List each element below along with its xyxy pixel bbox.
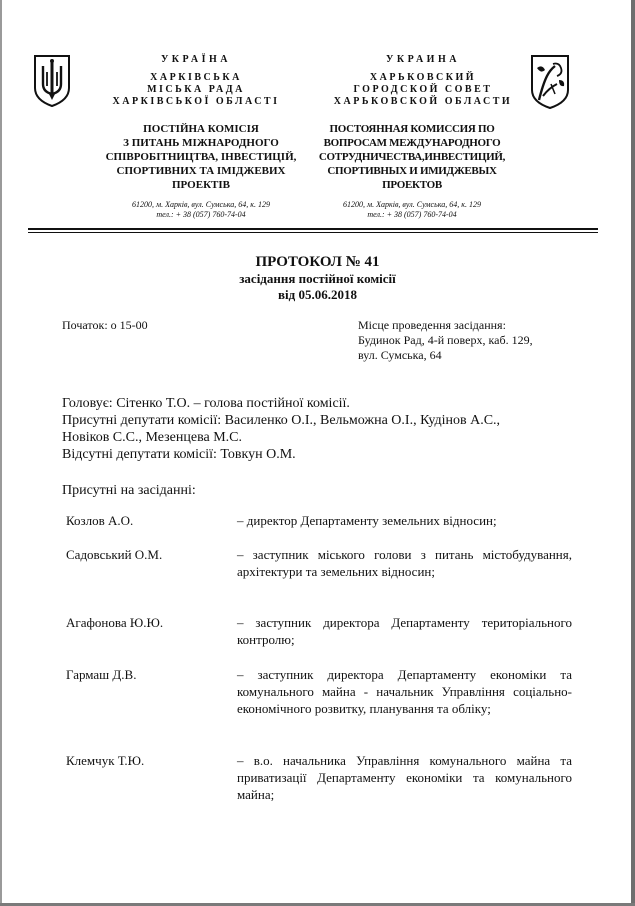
header-left-commission-line: СПІВРОБІТНИЦТВА, ІНВЕСТИЦІЙ, xyxy=(105,151,297,163)
attendee-role: – заступник директора Департаменту територіального контролю; xyxy=(237,615,572,647)
header-right-phone: тел.: + 38 (057) 760-74-04 xyxy=(367,210,457,219)
header-left-contacts xyxy=(96,200,306,220)
attendee-role: – заступник директора Департаменту економіки та комунального майна - начальник Управління соціально-економічного розвитку, планування та обліку; xyxy=(237,667,572,716)
header-left-council-line2: МІСЬКА РАДА xyxy=(147,84,245,95)
present-deputies-line1: Присутні депутати комісії: Василенко О.І., Вельможна О.І., Кудінов А.С., xyxy=(62,413,501,428)
header-left-council-line3: ХАРКІВСЬКОЇ ОБЛАСТІ xyxy=(112,96,280,107)
header-right-commission xyxy=(312,122,512,192)
header-right-council-line1: ХАРЬКОВСКИЙ xyxy=(369,72,477,83)
header-right-council-line3: ХАРЬКОВСКОЙ ОБЛАСТИ xyxy=(333,96,513,107)
attendee-role: – в.о. начальника Управління комунального майна та приватизації Департаменту економіки та комунального майна; xyxy=(237,753,572,802)
attendance-block xyxy=(62,395,577,463)
header-left-address: 61200, м. Харків, вул. Сумська, 64, к. 129 xyxy=(132,200,270,209)
protocol-number: ПРОТОКОЛ № 41 xyxy=(255,254,380,270)
meeting-place-line2: вул. Сумська, 64 xyxy=(358,348,442,362)
present-deputies-line2: Новіков С.С., Мезенцева М.С. xyxy=(62,430,243,445)
header-divider-thick xyxy=(28,228,598,230)
meeting-place-line1: Будинок Рад, 4-й поверх, каб. 129, xyxy=(358,333,533,347)
meeting-start-time: Початок: о 15-00 xyxy=(62,318,148,332)
header-right-commission-line: ПРОЕКТОВ xyxy=(382,179,442,191)
attendee-role: – заступник міського голови з питань містобудування, архітектури та земельних відносин; xyxy=(237,547,572,579)
attendee-name: Гармаш Д.В. xyxy=(66,667,137,682)
kharkiv-city-emblem-icon xyxy=(529,54,571,110)
header-right-country: УКРАИНА xyxy=(386,54,460,65)
header-left-council xyxy=(96,54,296,108)
header-left-commission-line: СПОРТИВНИХ ТА ІМІДЖЕВИХ xyxy=(116,165,286,177)
ukraine-trident-emblem-icon xyxy=(32,54,72,108)
protocol-title xyxy=(0,253,635,303)
header-divider-thin xyxy=(28,232,598,233)
header-right-council xyxy=(318,54,528,108)
meeting-place-label: Місце проведення засідання: xyxy=(358,318,506,332)
page-edge-left xyxy=(0,0,2,906)
protocol-date: від 05.06.2018 xyxy=(278,287,357,302)
chair-line: Головує: Сітенко Т.О. – голова постійної комісії. xyxy=(62,396,350,411)
absent-deputies-line: Відсутні депутати комісії: Товкун О.М. xyxy=(62,447,296,462)
header-right-council-line2: ГОРОДСКОЙ СОВЕТ xyxy=(353,84,493,95)
meeting-place xyxy=(358,318,588,363)
header-right-address: 61200, м. Харків, вул. Сумська, 64, к. 129 xyxy=(343,200,481,209)
header-right-commission-line: СПОРТИВНЫХ И ИМИДЖЕВЫХ xyxy=(327,165,497,177)
header-left-phone: тел.: + 38 (057) 760-74-04 xyxy=(156,210,246,219)
also-present-heading: Присутні на засіданні: xyxy=(62,483,196,498)
header-left-commission-line: З ПИТАНЬ МІЖНАРОДНОГО xyxy=(123,137,279,149)
header-left-council-line1: ХАРКІВСЬКА xyxy=(150,72,242,83)
header-right-commission-line: ВОПРОСАМ МЕЖДУНАРОДНОГО xyxy=(323,137,501,149)
header-left-commission xyxy=(96,122,306,192)
attendee-role: – директор Департаменту земельних відносин; xyxy=(237,513,497,528)
attendee-name: Агафонова Ю.Ю. xyxy=(66,615,164,630)
header-right-commission-line: ПОСТОЯННАЯ КОМИССИЯ ПО xyxy=(329,123,495,135)
header-right-contacts xyxy=(312,200,512,220)
protocol-subtitle: засідання постійної комісії xyxy=(239,271,396,286)
attendee-name: Садовський О.М. xyxy=(66,547,163,562)
header-right-commission-line: СОТРУДНИЧЕСТВА,ИНВЕСТИЦИЙ, xyxy=(318,151,506,163)
attendee-name: Клемчук Т.Ю. xyxy=(66,753,145,768)
attendee-name: Козлов А.О. xyxy=(66,513,134,528)
page-edge-right xyxy=(631,0,635,906)
header-left-commission-line: ПРОЕКТІВ xyxy=(171,179,231,191)
header-left-country: УКРАЇНА xyxy=(160,54,232,65)
header-left-commission-line: ПОСТІЙНА КОМІСІЯ xyxy=(143,123,259,135)
